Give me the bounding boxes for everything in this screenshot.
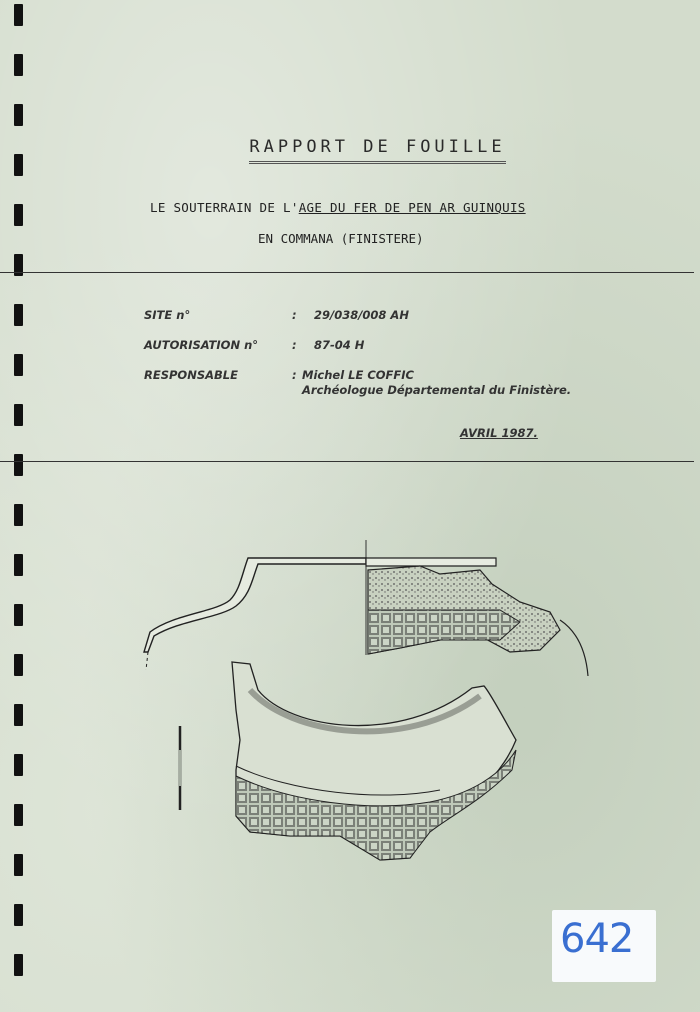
site-separator: : — [292, 308, 297, 322]
authorisation-value: 87-04 H — [314, 338, 365, 352]
responsable-name: Michel LE COFFIC — [302, 368, 414, 382]
responsable-separator: : — [292, 368, 297, 382]
inventory-number-label — [552, 910, 656, 982]
pottery-illustration — [140, 540, 600, 880]
site-value: 29/038/008 AH — [314, 308, 409, 322]
authorisation-separator: : — [292, 338, 297, 352]
authorisation-label: AUTORISATION n° — [144, 338, 259, 352]
subtitle-line-2: EN COMMANA (FINISTERE) — [258, 231, 424, 246]
report-title-text: RAPPORT DE FOUILLE — [249, 137, 505, 164]
inventory-number: 642 — [560, 916, 634, 962]
responsable-label: RESPONSABLE — [144, 368, 238, 382]
responsable-title: Archéologue Départemental du Finistère. — [302, 383, 572, 397]
subtitle-prefix: LE SOUTERRAIN DE L' — [150, 200, 299, 215]
subtitle-site-name: AGE DU FER DE PEN AR GUINQUIS — [298, 200, 526, 215]
site-label: SITE n° — [144, 308, 191, 322]
report-title — [0, 137, 700, 164]
divider-bottom — [0, 461, 694, 462]
subtitle-line-1 — [150, 200, 526, 215]
divider-top — [0, 272, 694, 273]
report-date: AVRIL 1987. — [460, 426, 538, 440]
